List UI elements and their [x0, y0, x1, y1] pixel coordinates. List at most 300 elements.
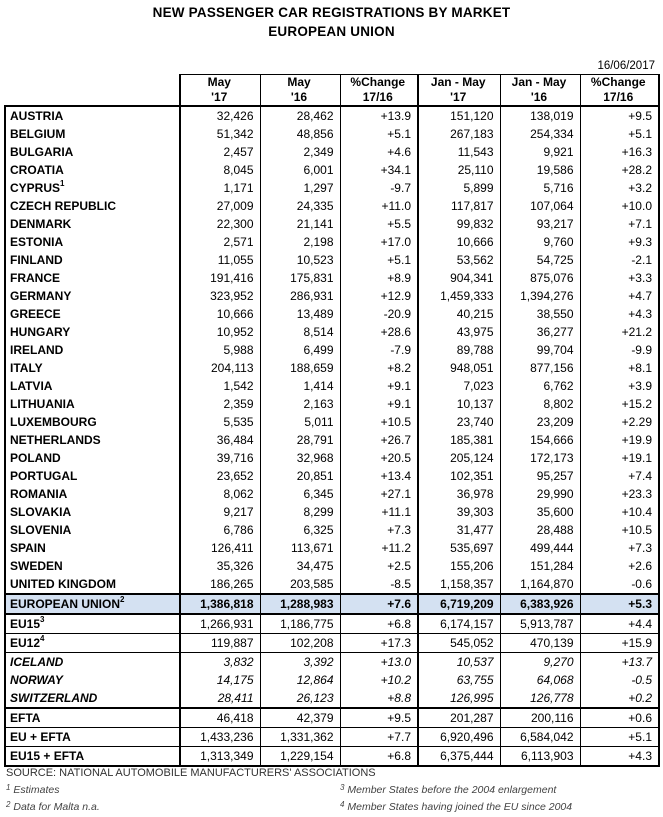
- table-row-portugal: [5, 467, 659, 485]
- cell-may16: 24,335: [260, 197, 340, 215]
- row-label: EU + EFTA: [5, 728, 180, 747]
- cell-ytd17: 535,697: [418, 539, 500, 557]
- cell-may16: 2,198: [260, 233, 340, 251]
- cell-may17: 186,265: [180, 575, 260, 594]
- cell-ytd17: 6,920,496: [418, 728, 500, 747]
- cell-pct-ytd: +13.7: [580, 653, 659, 672]
- cell-may17: 2,571: [180, 233, 260, 251]
- table-row-cyprus: [5, 179, 659, 197]
- cell-ytd17: 53,562: [418, 251, 500, 269]
- cell-ytd17: 63,755: [418, 671, 500, 689]
- table-row-united-kingdom: [5, 575, 659, 594]
- table-body: [5, 106, 659, 766]
- cell-pct-ytd: +10.0: [580, 197, 659, 215]
- registrations-table: [4, 74, 660, 767]
- cell-ytd17: 6,719,209: [418, 594, 500, 614]
- cell-ytd17: 267,183: [418, 125, 500, 143]
- cell-may16: 42,379: [260, 708, 340, 728]
- cell-pct-ytd: +5.3: [580, 594, 659, 614]
- cell-may16: 8,514: [260, 323, 340, 341]
- cell-may16: 5,011: [260, 413, 340, 431]
- cell-pct-may: -7.9: [340, 341, 418, 359]
- cell-ytd16: 95,257: [500, 467, 580, 485]
- cell-pct-ytd: +21.2: [580, 323, 659, 341]
- cell-pct-ytd: +4.3: [580, 747, 659, 767]
- cell-ytd16: 875,076: [500, 269, 580, 287]
- cell-ytd16: 254,334: [500, 125, 580, 143]
- cell-ytd17: 39,303: [418, 503, 500, 521]
- cell-may17: 1,433,236: [180, 728, 260, 747]
- cell-may16: 6,499: [260, 341, 340, 359]
- cell-ytd16: 1,164,870: [500, 575, 580, 594]
- row-label: $EU15^3$: [5, 614, 180, 634]
- table-row-belgium: [5, 125, 659, 143]
- row-label: SPAIN: [5, 539, 180, 557]
- footnote-2: $^2$ Data for Malta n.a.: [6, 800, 100, 813]
- cell-may17: 28,411: [180, 689, 260, 708]
- cell-ytd16: 35,600: [500, 503, 580, 521]
- cell-pct-ytd: +0.2: [580, 689, 659, 708]
- cell-ytd17: 545,052: [418, 634, 500, 653]
- cell-may17: 1,386,818: [180, 594, 260, 614]
- cell-pct-may: +5.1: [340, 251, 418, 269]
- cell-may16: 286,931: [260, 287, 340, 305]
- cell-ytd16: 470,139: [500, 634, 580, 653]
- cell-may16: 2,163: [260, 395, 340, 413]
- table-row-finland: [5, 251, 659, 269]
- table-row-ireland: [5, 341, 659, 359]
- row-label: FINLAND: [5, 251, 180, 269]
- row-label: BELGIUM: [5, 125, 180, 143]
- cell-ytd17: 6,375,444: [418, 747, 500, 767]
- cell-pct-may: +8.2: [340, 359, 418, 377]
- cell-may17: 119,887: [180, 634, 260, 653]
- cell-pct-may: +27.1: [340, 485, 418, 503]
- cell-may17: 204,113: [180, 359, 260, 377]
- cell-ytd17: 117,817: [418, 197, 500, 215]
- cell-pct-ytd: +9.3: [580, 233, 659, 251]
- cell-may16: 1,186,775: [260, 614, 340, 634]
- cell-may17: 32,426: [180, 106, 260, 125]
- cell-may16: 188,659: [260, 359, 340, 377]
- cell-may16: 21,141: [260, 215, 340, 233]
- cell-pct-may: +26.7: [340, 431, 418, 449]
- cell-pct-may: +8.9: [340, 269, 418, 287]
- cell-ytd17: 99,832: [418, 215, 500, 233]
- cell-ytd17: 25,110: [418, 161, 500, 179]
- footnote-3: $^3$ Member States before the 2004 enlargement: [340, 783, 557, 796]
- cell-pct-ytd: +28.2: [580, 161, 659, 179]
- cell-pct-ytd: +4.4: [580, 614, 659, 634]
- cell-may17: 36,484: [180, 431, 260, 449]
- row-label: ESTONIA: [5, 233, 180, 251]
- cell-pct-may: +20.5: [340, 449, 418, 467]
- cell-may16: 28,791: [260, 431, 340, 449]
- row-label: EU15 + EFTA: [5, 747, 180, 767]
- cell-may17: 51,342: [180, 125, 260, 143]
- row-label: IRELAND: [5, 341, 180, 359]
- cell-ytd17: 36,978: [418, 485, 500, 503]
- cell-ytd16: 28,488: [500, 521, 580, 539]
- row-label: LITHUANIA: [5, 395, 180, 413]
- cell-pct-may: +6.8: [340, 614, 418, 634]
- table-row-germany: [5, 287, 659, 305]
- cell-may17: 1,542: [180, 377, 260, 395]
- cell-ytd16: 138,019: [500, 106, 580, 125]
- row-label: CZECH REPUBLIC: [5, 197, 180, 215]
- table-row-netherlands: [5, 431, 659, 449]
- cell-ytd16: 107,064: [500, 197, 580, 215]
- cell-may17: 6,786: [180, 521, 260, 539]
- row-label: GREECE: [5, 305, 180, 323]
- cell-may16: 1,414: [260, 377, 340, 395]
- cell-ytd16: 6,383,926: [500, 594, 580, 614]
- cell-pct-may: +11.2: [340, 539, 418, 557]
- cell-ytd16: 9,270: [500, 653, 580, 672]
- cell-ytd16: 1,394,276: [500, 287, 580, 305]
- cell-ytd17: 126,995: [418, 689, 500, 708]
- table-row-austria: [5, 106, 659, 125]
- row-label: AUSTRIA: [5, 106, 180, 125]
- cell-pct-may: +4.6: [340, 143, 418, 161]
- cell-pct-may: +7.6: [340, 594, 418, 614]
- cell-pct-may: -9.7: [340, 179, 418, 197]
- cell-ytd16: 6,113,903: [500, 747, 580, 767]
- cell-pct-may: +5.5: [340, 215, 418, 233]
- table-row-france: [5, 269, 659, 287]
- source-note: SOURCE: NATIONAL AUTOMOBILE MANUFACTURERS' ASSOCIATIONS: [6, 767, 376, 779]
- row-label: GERMANY: [5, 287, 180, 305]
- cell-pct-may: +13.4: [340, 467, 418, 485]
- row-label: CROATIA: [5, 161, 180, 179]
- row-label: LUXEMBOURG: [5, 413, 180, 431]
- cell-may17: 323,952: [180, 287, 260, 305]
- cell-pct-ytd: +5.1: [580, 728, 659, 747]
- cell-may17: 35,326: [180, 557, 260, 575]
- cell-may16: 203,585: [260, 575, 340, 594]
- cell-pct-may: +28.6: [340, 323, 418, 341]
- cell-pct-ytd: +15.2: [580, 395, 659, 413]
- cell-pct-ytd: +7.1: [580, 215, 659, 233]
- cell-pct-ytd: +7.4: [580, 467, 659, 485]
- cell-pct-may: +7.7: [340, 728, 418, 747]
- cell-may17: 126,411: [180, 539, 260, 557]
- cell-ytd16: 5,913,787: [500, 614, 580, 634]
- cell-may17: 46,418: [180, 708, 260, 728]
- cell-may17: 27,009: [180, 197, 260, 215]
- table-row-switzerland: [5, 689, 659, 708]
- cell-pct-may: +10.5: [340, 413, 418, 431]
- row-label: SLOVAKIA: [5, 503, 180, 521]
- cell-pct-ytd: -0.5: [580, 671, 659, 689]
- cell-ytd17: 6,174,157: [418, 614, 500, 634]
- cell-may17: 8,045: [180, 161, 260, 179]
- cell-pct-may: +9.5: [340, 708, 418, 728]
- cell-may16: 20,851: [260, 467, 340, 485]
- table-row-spain: [5, 539, 659, 557]
- cell-may17: 23,652: [180, 467, 260, 485]
- cell-pct-may: +2.5: [340, 557, 418, 575]
- cell-ytd17: 89,788: [418, 341, 500, 359]
- cell-ytd17: 102,351: [418, 467, 500, 485]
- table-row-eu15: [5, 614, 659, 634]
- table-header: [5, 75, 659, 107]
- row-label: CYPRUS$^1$: [5, 179, 180, 197]
- table-row-czech-republic: [5, 197, 659, 215]
- cell-may17: 2,359: [180, 395, 260, 413]
- cell-pct-may: +13.0: [340, 653, 418, 672]
- cell-may16: 3,392: [260, 653, 340, 672]
- table-row-hungary: [5, 323, 659, 341]
- cell-pct-may: +11.1: [340, 503, 418, 521]
- cell-ytd17: 205,124: [418, 449, 500, 467]
- table-row-estonia: [5, 233, 659, 251]
- row-label: ICELAND: [5, 653, 180, 672]
- report-date: 16/06/2017: [597, 60, 655, 72]
- cell-may17: 191,416: [180, 269, 260, 287]
- cell-ytd16: 36,277: [500, 323, 580, 341]
- cell-ytd16: 23,209: [500, 413, 580, 431]
- table-row-italy: [5, 359, 659, 377]
- row-label: ROMANIA: [5, 485, 180, 503]
- cell-may17: 5,535: [180, 413, 260, 431]
- cell-may16: 6,325: [260, 521, 340, 539]
- cell-pct-ytd: +19.9: [580, 431, 659, 449]
- cell-ytd16: 9,921: [500, 143, 580, 161]
- cell-pct-may: +9.1: [340, 377, 418, 395]
- row-label: UNITED KINGDOM: [5, 575, 180, 594]
- cell-ytd17: 11,543: [418, 143, 500, 161]
- cell-pct-ytd: +3.2: [580, 179, 659, 197]
- cell-pct-ytd: +8.1: [580, 359, 659, 377]
- cell-may17: 5,988: [180, 341, 260, 359]
- table-row-luxembourg: [5, 413, 659, 431]
- row-label: $EU12^4$: [5, 634, 180, 653]
- cell-pct-may: +7.3: [340, 521, 418, 539]
- cell-ytd16: 19,586: [500, 161, 580, 179]
- cell-ytd16: 9,760: [500, 233, 580, 251]
- row-label: EFTA: [5, 708, 180, 728]
- cell-ytd16: 151,284: [500, 557, 580, 575]
- row-label: LATVIA: [5, 377, 180, 395]
- row-label: SLOVENIA: [5, 521, 180, 539]
- cell-ytd16: 877,156: [500, 359, 580, 377]
- cell-pct-ytd: +23.3: [580, 485, 659, 503]
- cell-pct-ytd: +3.3: [580, 269, 659, 287]
- row-label: EUROPEAN UNION$^2$: [5, 594, 180, 614]
- cell-may17: 2,457: [180, 143, 260, 161]
- row-label: DENMARK: [5, 215, 180, 233]
- table-row-bulgaria: [5, 143, 659, 161]
- cell-ytd16: 6,584,042: [500, 728, 580, 747]
- cell-pct-ytd: +0.6: [580, 708, 659, 728]
- table-row-slovenia: [5, 521, 659, 539]
- report-subtitle: EUROPEAN UNION: [268, 24, 395, 39]
- cell-pct-ytd: +2.6: [580, 557, 659, 575]
- cell-ytd16: 54,725: [500, 251, 580, 269]
- cell-may16: 26,123: [260, 689, 340, 708]
- cell-pct-ytd: +16.3: [580, 143, 659, 161]
- cell-may16: 2,349: [260, 143, 340, 161]
- cell-ytd17: 5,899: [418, 179, 500, 197]
- table-row-latvia: [5, 377, 659, 395]
- cell-ytd17: 185,381: [418, 431, 500, 449]
- row-label: SWITZERLAND: [5, 689, 180, 708]
- cell-may16: 32,968: [260, 449, 340, 467]
- cell-may16: 12,864: [260, 671, 340, 689]
- cell-may16: 175,831: [260, 269, 340, 287]
- col-header-may-17: May '17: [180, 75, 260, 107]
- cell-ytd17: 904,341: [418, 269, 500, 287]
- cell-ytd17: 948,051: [418, 359, 500, 377]
- cell-may16: 28,462: [260, 106, 340, 125]
- table-row-denmark: [5, 215, 659, 233]
- cell-pct-may: +17.3: [340, 634, 418, 653]
- cell-may17: 1,266,931: [180, 614, 260, 634]
- cell-ytd16: 5,716: [500, 179, 580, 197]
- cell-ytd16: 29,990: [500, 485, 580, 503]
- cell-ytd16: 99,704: [500, 341, 580, 359]
- cell-ytd17: 23,740: [418, 413, 500, 431]
- row-label: POLAND: [5, 449, 180, 467]
- cell-ytd17: 40,215: [418, 305, 500, 323]
- cell-may16: 102,208: [260, 634, 340, 653]
- table-row-iceland: [5, 653, 659, 672]
- table-row-eu15-efta: [5, 747, 659, 767]
- row-label: ITALY: [5, 359, 180, 377]
- cell-ytd17: 31,477: [418, 521, 500, 539]
- table-row-croatia: [5, 161, 659, 179]
- cell-ytd17: 10,537: [418, 653, 500, 672]
- footnote-1: $^1$ Estimates: [6, 783, 60, 796]
- cell-pct-ytd: -0.6: [580, 575, 659, 594]
- cell-pct-may: +8.8: [340, 689, 418, 708]
- cell-may16: 1,331,362: [260, 728, 340, 747]
- cell-may17: 10,666: [180, 305, 260, 323]
- cell-may16: 10,523: [260, 251, 340, 269]
- cell-pct-ytd: +4.3: [580, 305, 659, 323]
- table-row-eu12: [5, 634, 659, 653]
- cell-ytd16: 126,778: [500, 689, 580, 708]
- cell-pct-may: +12.9: [340, 287, 418, 305]
- row-label: HUNGARY: [5, 323, 180, 341]
- footnote-4: $^4$ Member States having joined the EU since 2004: [340, 800, 573, 813]
- table-row-eu-efta: [5, 728, 659, 747]
- cell-ytd16: 8,802: [500, 395, 580, 413]
- cell-ytd17: 10,666: [418, 233, 500, 251]
- row-label: PORTUGAL: [5, 467, 180, 485]
- cell-ytd17: 7,023: [418, 377, 500, 395]
- cell-ytd16: 200,116: [500, 708, 580, 728]
- cell-ytd16: 154,666: [500, 431, 580, 449]
- cell-may17: 1,313,349: [180, 747, 260, 767]
- cell-may16: 6,001: [260, 161, 340, 179]
- col-header-pct-change-ytd: %Change 17/16: [580, 75, 659, 107]
- cell-pct-ytd: +4.7: [580, 287, 659, 305]
- cell-pct-may: +17.0: [340, 233, 418, 251]
- table-row-romania: [5, 485, 659, 503]
- cell-ytd16: 499,444: [500, 539, 580, 557]
- col-header-jan-may-17: Jan - May '17: [418, 75, 500, 107]
- cell-may16: 8,299: [260, 503, 340, 521]
- col-header-pct-change-may: %Change 17/16: [340, 75, 418, 107]
- cell-pct-ytd: -9.9: [580, 341, 659, 359]
- cell-may16: 1,297: [260, 179, 340, 197]
- cell-pct-ytd: +7.3: [580, 539, 659, 557]
- cell-may16: 1,229,154: [260, 747, 340, 767]
- cell-ytd17: 201,287: [418, 708, 500, 728]
- table-row-european-union: [5, 594, 659, 614]
- cell-ytd17: 151,120: [418, 106, 500, 125]
- cell-pct-ytd: -2.1: [580, 251, 659, 269]
- cell-may16: 13,489: [260, 305, 340, 323]
- cell-may17: 9,217: [180, 503, 260, 521]
- cell-pct-may: +5.1: [340, 125, 418, 143]
- cell-may17: 22,300: [180, 215, 260, 233]
- row-label: SWEDEN: [5, 557, 180, 575]
- col-header-may-16: May '16: [260, 75, 340, 107]
- cell-pct-may: +6.8: [340, 747, 418, 767]
- cell-ytd17: 43,975: [418, 323, 500, 341]
- cell-ytd17: 1,158,357: [418, 575, 500, 594]
- cell-pct-ytd: +19.1: [580, 449, 659, 467]
- report-title: NEW PASSENGER CAR REGISTRATIONS BY MARKET: [152, 5, 511, 20]
- cell-pct-ytd: +2.29: [580, 413, 659, 431]
- cell-may16: 48,856: [260, 125, 340, 143]
- cell-pct-may: +11.0: [340, 197, 418, 215]
- cell-pct-ytd: +15.9: [580, 634, 659, 653]
- cell-pct-ytd: +9.5: [580, 106, 659, 125]
- cell-pct-may: +9.1: [340, 395, 418, 413]
- table-row-norway: [5, 671, 659, 689]
- cell-may17: 11,055: [180, 251, 260, 269]
- cell-pct-may: +13.9: [340, 106, 418, 125]
- cell-pct-may: -20.9: [340, 305, 418, 323]
- header-blank-cell: [5, 75, 180, 107]
- cell-pct-may: +34.1: [340, 161, 418, 179]
- cell-may17: 10,952: [180, 323, 260, 341]
- table-row-sweden: [5, 557, 659, 575]
- cell-may17: 1,171: [180, 179, 260, 197]
- cell-may16: 113,671: [260, 539, 340, 557]
- cell-ytd17: 1,459,333: [418, 287, 500, 305]
- cell-may16: 1,288,983: [260, 594, 340, 614]
- cell-may17: 14,175: [180, 671, 260, 689]
- cell-pct-may: +10.2: [340, 671, 418, 689]
- table-row-slovakia: [5, 503, 659, 521]
- cell-may17: 3,832: [180, 653, 260, 672]
- table-row-lithuania: [5, 395, 659, 413]
- cell-ytd17: 10,137: [418, 395, 500, 413]
- table-row-poland: [5, 449, 659, 467]
- cell-ytd16: 6,762: [500, 377, 580, 395]
- cell-pct-ytd: +10.5: [580, 521, 659, 539]
- table-row-efta: [5, 708, 659, 728]
- cell-ytd17: 155,206: [418, 557, 500, 575]
- col-header-jan-may-16: Jan - May '16: [500, 75, 580, 107]
- cell-pct-ytd: +5.1: [580, 125, 659, 143]
- row-label: NETHERLANDS: [5, 431, 180, 449]
- cell-ytd16: 93,217: [500, 215, 580, 233]
- cell-may16: 34,475: [260, 557, 340, 575]
- row-label: FRANCE: [5, 269, 180, 287]
- cell-may17: 39,716: [180, 449, 260, 467]
- cell-pct-may: -8.5: [340, 575, 418, 594]
- cell-ytd16: 38,550: [500, 305, 580, 323]
- cell-ytd16: 172,173: [500, 449, 580, 467]
- cell-ytd16: 64,068: [500, 671, 580, 689]
- cell-pct-ytd: +3.9: [580, 377, 659, 395]
